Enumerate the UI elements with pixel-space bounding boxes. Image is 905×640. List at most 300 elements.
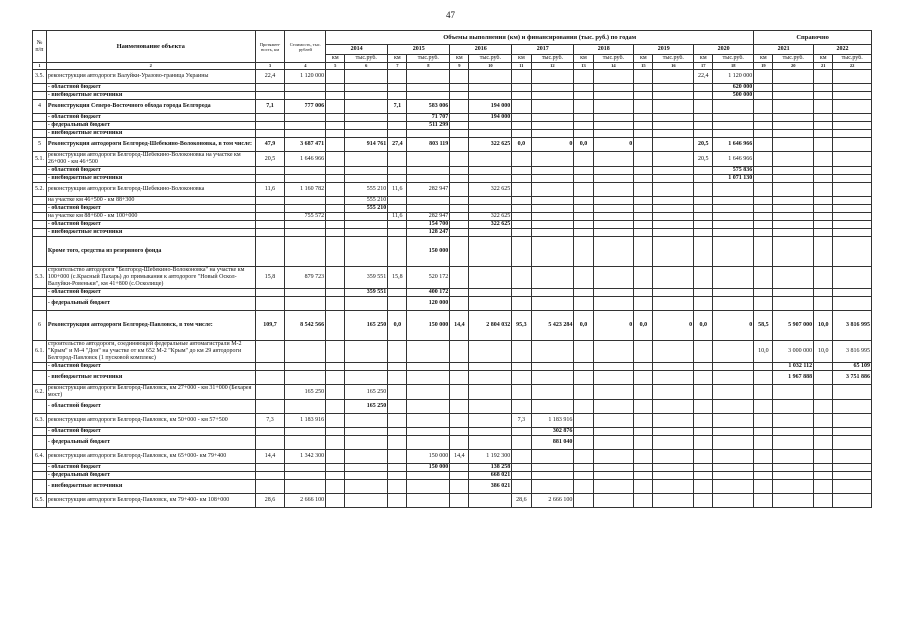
cell-value	[634, 167, 653, 175]
cell-value	[754, 100, 773, 114]
cell-value	[326, 385, 345, 400]
row-name: - областной бюджет	[46, 205, 255, 213]
cell-value	[814, 138, 833, 152]
cell-value	[326, 494, 345, 508]
cell-value: 165 250	[345, 311, 388, 341]
cell-value	[653, 472, 694, 480]
row-name: - областной бюджет	[46, 167, 255, 175]
cell-value: 0	[593, 311, 634, 341]
row-number: 5.1.	[33, 152, 47, 167]
cell-value: 47,9	[255, 138, 285, 152]
cell-value	[653, 100, 694, 114]
cell-value	[593, 385, 634, 400]
row-number	[33, 237, 47, 267]
cell-value	[653, 221, 694, 229]
cell-value	[694, 84, 713, 92]
cell-value	[512, 428, 531, 436]
row-number	[33, 130, 47, 138]
cell-value	[574, 100, 593, 114]
cell-value	[469, 494, 512, 508]
cell-value	[345, 480, 388, 494]
header-volumes: Объемы выполнения (км) и финансирования (тыс. руб.) по годам	[326, 31, 754, 45]
table-row	[33, 428, 872, 436]
row-name: реконструкция автодороги Белгород-Павловск, км 50+000 - км 57+500	[46, 414, 255, 428]
cell-value	[754, 414, 773, 428]
cell-value	[653, 385, 694, 400]
table-row	[33, 289, 872, 297]
cell-value	[450, 472, 469, 480]
cell-value	[773, 84, 814, 92]
cell-value	[773, 122, 814, 130]
cell-value	[833, 167, 872, 175]
row-number	[33, 114, 47, 122]
cell-value	[634, 237, 653, 267]
cell-value: 1 071 130	[713, 175, 754, 183]
cell-value	[512, 152, 531, 167]
cell-value	[469, 267, 512, 289]
cell-value: 1 032 112	[773, 363, 814, 371]
table-header	[33, 31, 872, 70]
cell-value	[512, 70, 531, 84]
cell-value	[814, 400, 833, 414]
year-header: 2021	[754, 45, 814, 55]
cell-value	[754, 70, 773, 84]
cell-value: 1 646 966	[285, 152, 326, 167]
cell-value	[634, 138, 653, 152]
cell-value	[255, 341, 285, 363]
cell-value	[634, 152, 653, 167]
cell-value	[634, 363, 653, 371]
cell-value	[814, 494, 833, 508]
cell-value	[531, 100, 574, 114]
cell-value	[345, 464, 388, 472]
cell-value	[285, 371, 326, 385]
row-name: строительство автодороги, соединяющей федеральные автомагистрали М-2 "Крым" и М-4 "Дон" на участке от км 652 М-2 "Крым" до км 29 автодороги Белгород-Павловск (1 пусковой комплекс)	[46, 341, 255, 363]
row-name: - областной бюджет	[46, 289, 255, 297]
cell-value	[285, 221, 326, 229]
cell-value: 2 666 100	[531, 494, 574, 508]
cell-value	[388, 114, 407, 122]
cell-value: 1 120 000	[285, 70, 326, 84]
cell-value	[814, 385, 833, 400]
cell-value	[593, 130, 634, 138]
cell-value	[388, 175, 407, 183]
cell-value: 20,5	[694, 152, 713, 167]
cell-value	[833, 400, 872, 414]
cell-value	[512, 267, 531, 289]
cell-value	[512, 84, 531, 92]
cell-value	[653, 70, 694, 84]
cell-value	[450, 480, 469, 494]
cell-value	[469, 84, 512, 92]
cell-value	[531, 130, 574, 138]
cell-value	[388, 92, 407, 100]
cell-value	[833, 84, 872, 92]
cell-value: 22,4	[255, 70, 285, 84]
cell-value: 359 551	[345, 267, 388, 289]
cell-value	[754, 205, 773, 213]
cell-value: 58,5	[754, 311, 773, 341]
cell-value	[713, 237, 754, 267]
cell-value: 154 700	[407, 221, 450, 229]
cell-value	[773, 428, 814, 436]
cell-value	[694, 130, 713, 138]
cell-value	[255, 385, 285, 400]
unit-rub: тыс.руб.	[713, 55, 754, 63]
cell-value	[574, 371, 593, 385]
row-number: 5	[33, 138, 47, 152]
row-name: Реконструкция автодороги Белгород-Павловск, в том числе:	[46, 311, 255, 341]
cell-value	[285, 229, 326, 237]
cell-value	[653, 414, 694, 428]
table-row	[33, 138, 872, 152]
cell-value	[512, 464, 531, 472]
table-row	[33, 84, 872, 92]
column-number: 7	[388, 63, 407, 70]
unit-km: км	[814, 55, 833, 63]
cell-value	[634, 341, 653, 363]
column-number: 11	[512, 63, 531, 70]
cell-value	[255, 464, 285, 472]
cell-value	[694, 197, 713, 205]
cell-value	[653, 297, 694, 311]
cell-value	[407, 436, 450, 450]
cell-value	[326, 428, 345, 436]
cell-value	[833, 436, 872, 450]
table-row	[33, 464, 872, 472]
cell-value	[574, 472, 593, 480]
table-row	[33, 205, 872, 213]
cell-value	[634, 400, 653, 414]
cell-value	[531, 297, 574, 311]
cell-value	[345, 152, 388, 167]
cell-value	[814, 167, 833, 175]
cell-value	[255, 428, 285, 436]
cell-value	[574, 70, 593, 84]
row-number: 3.5.	[33, 70, 47, 84]
cell-value	[450, 138, 469, 152]
table-row	[33, 472, 872, 480]
cell-value: 1 967 888	[773, 371, 814, 385]
cell-value	[814, 205, 833, 213]
row-number	[33, 428, 47, 436]
cell-value	[469, 175, 512, 183]
cell-value	[450, 84, 469, 92]
table-row	[33, 130, 872, 138]
cell-value	[574, 267, 593, 289]
cell-value	[574, 205, 593, 213]
cell-value	[450, 385, 469, 400]
cell-value	[407, 92, 450, 100]
cell-value	[593, 436, 634, 450]
row-name: - федеральный бюджет	[46, 122, 255, 130]
cell-value	[326, 400, 345, 414]
cell-value	[345, 100, 388, 114]
row-name: - областной бюджет	[46, 84, 255, 92]
cell-value	[388, 363, 407, 371]
cell-value	[450, 267, 469, 289]
cell-value	[593, 114, 634, 122]
cell-value: 22,4	[694, 70, 713, 84]
cell-value	[512, 341, 531, 363]
cell-value	[634, 371, 653, 385]
year-header: 2019	[634, 45, 694, 55]
cell-value	[833, 494, 872, 508]
cell-value	[326, 472, 345, 480]
table-row	[33, 122, 872, 130]
cell-value	[388, 371, 407, 385]
cell-value	[814, 152, 833, 167]
cell-value	[407, 167, 450, 175]
cell-value	[653, 436, 694, 450]
cell-value: 165 250	[285, 385, 326, 400]
unit-km: км	[754, 55, 773, 63]
cell-value	[512, 183, 531, 197]
table-row	[33, 183, 872, 197]
cell-value	[345, 297, 388, 311]
year-header: 2020	[694, 45, 754, 55]
cell-value	[407, 371, 450, 385]
cell-value: 27,4	[388, 138, 407, 152]
cell-value	[814, 213, 833, 221]
cell-value	[326, 205, 345, 213]
cell-value	[388, 428, 407, 436]
cell-value: 1 160 782	[285, 183, 326, 197]
cell-value	[754, 494, 773, 508]
cell-value	[407, 205, 450, 213]
cell-value	[531, 221, 574, 229]
cell-value	[388, 450, 407, 464]
row-number: 6.3.	[33, 414, 47, 428]
cell-value	[653, 138, 694, 152]
cell-value	[833, 122, 872, 130]
cell-value	[833, 205, 872, 213]
cell-value	[694, 237, 713, 267]
unit-rub: тыс.руб.	[531, 55, 574, 63]
cell-value	[713, 428, 754, 436]
cell-value	[593, 494, 634, 508]
table-row	[33, 480, 872, 494]
cell-value: 194 000	[469, 114, 512, 122]
row-name: - областной бюджет	[46, 114, 255, 122]
cell-value: 3 751 886	[833, 371, 872, 385]
cell-value	[634, 229, 653, 237]
cell-value	[833, 472, 872, 480]
cell-value	[713, 221, 754, 229]
cell-value	[450, 183, 469, 197]
cell-value	[833, 221, 872, 229]
table-row	[33, 450, 872, 464]
cell-value	[653, 167, 694, 175]
cell-value	[512, 400, 531, 414]
row-name: Кроме того, средства из резервного фонда	[46, 237, 255, 267]
cell-value	[512, 122, 531, 130]
cell-value	[450, 229, 469, 237]
cell-value	[653, 371, 694, 385]
cell-value	[388, 167, 407, 175]
cell-value	[653, 152, 694, 167]
cell-value	[450, 414, 469, 428]
table-row	[33, 494, 872, 508]
cell-value	[593, 175, 634, 183]
cell-value	[713, 213, 754, 221]
cell-value	[814, 197, 833, 205]
cell-value	[574, 385, 593, 400]
cell-value: 15,8	[388, 267, 407, 289]
cell-value	[574, 450, 593, 464]
cell-value	[653, 229, 694, 237]
cell-value	[634, 289, 653, 297]
cell-value	[450, 237, 469, 267]
cell-value	[285, 130, 326, 138]
cell-value	[450, 371, 469, 385]
column-number: 16	[653, 63, 694, 70]
cell-value	[833, 464, 872, 472]
cell-value	[574, 114, 593, 122]
year-header: 2018	[574, 45, 634, 55]
cell-value	[574, 289, 593, 297]
cell-value	[326, 363, 345, 371]
column-numbers-row	[33, 63, 872, 70]
cell-value: 109,7	[255, 311, 285, 341]
cell-value	[814, 289, 833, 297]
cell-value	[531, 122, 574, 130]
row-name: - внебюджетные источники	[46, 371, 255, 385]
cell-value	[285, 480, 326, 494]
cell-value	[450, 130, 469, 138]
cell-value	[833, 289, 872, 297]
cell-value	[814, 297, 833, 311]
cell-value	[694, 480, 713, 494]
cell-value	[754, 385, 773, 400]
cell-value	[574, 363, 593, 371]
cell-value	[833, 152, 872, 167]
cell-value	[407, 400, 450, 414]
cell-value	[255, 167, 285, 175]
cell-value	[634, 197, 653, 205]
row-number: 6.2.	[33, 385, 47, 400]
cell-value	[833, 237, 872, 267]
row-number: 5.3.	[33, 267, 47, 289]
row-number: 6.5.	[33, 494, 47, 508]
cell-value	[694, 114, 713, 122]
cell-value	[694, 428, 713, 436]
column-number: 17	[694, 63, 713, 70]
cell-value	[388, 297, 407, 311]
cell-value	[388, 229, 407, 237]
cell-value	[407, 480, 450, 494]
cell-value	[469, 428, 512, 436]
cell-value	[713, 341, 754, 363]
cell-value	[469, 341, 512, 363]
cell-value: 11,6	[255, 183, 285, 197]
unit-km: км	[326, 55, 345, 63]
table-row	[33, 92, 872, 100]
cell-value	[450, 221, 469, 229]
cell-value: 1 646 966	[713, 152, 754, 167]
table-row	[33, 213, 872, 221]
cell-value	[634, 213, 653, 221]
cell-value	[574, 167, 593, 175]
cell-value	[345, 428, 388, 436]
cell-value	[285, 175, 326, 183]
cell-value	[388, 237, 407, 267]
cell-value	[653, 289, 694, 297]
cell-value	[634, 122, 653, 130]
cell-value	[814, 84, 833, 92]
cell-value	[694, 267, 713, 289]
cell-value	[326, 414, 345, 428]
cell-value	[450, 70, 469, 84]
cell-value	[694, 183, 713, 197]
cell-value	[285, 472, 326, 480]
cell-value	[833, 175, 872, 183]
year-header: 2017	[512, 45, 574, 55]
cell-value	[531, 237, 574, 267]
cell-value	[469, 92, 512, 100]
table-row	[33, 70, 872, 84]
cell-value	[512, 371, 531, 385]
cell-value	[773, 70, 814, 84]
row-number	[33, 472, 47, 480]
cell-value: 3 816 995	[833, 341, 872, 363]
cell-value	[694, 229, 713, 237]
cell-value: 1 192 300	[469, 450, 512, 464]
year-header: 2022	[814, 45, 872, 55]
cell-value	[574, 464, 593, 472]
cell-value: 0,0	[694, 311, 713, 341]
cell-value	[255, 237, 285, 267]
year-header: 2015	[388, 45, 450, 55]
cell-value	[593, 472, 634, 480]
cell-value	[255, 363, 285, 371]
cell-value	[345, 221, 388, 229]
cell-value	[255, 213, 285, 221]
cell-value	[450, 122, 469, 130]
cell-value: 10,0	[754, 341, 773, 363]
cell-value	[713, 183, 754, 197]
cell-value	[754, 138, 773, 152]
row-number	[33, 221, 47, 229]
cell-value	[773, 464, 814, 472]
cell-value	[814, 267, 833, 289]
cell-value	[326, 371, 345, 385]
cell-value: 120 000	[407, 297, 450, 311]
cell-value	[285, 436, 326, 450]
cell-value	[833, 100, 872, 114]
column-number: 1	[33, 63, 47, 70]
cell-value	[574, 183, 593, 197]
cell-value	[326, 229, 345, 237]
table-row	[33, 341, 872, 363]
cell-value	[388, 221, 407, 229]
cell-value	[531, 84, 574, 92]
cell-value	[754, 371, 773, 385]
row-number	[33, 371, 47, 385]
cell-value: 8 542 566	[285, 311, 326, 341]
cell-value	[531, 472, 574, 480]
cell-value	[285, 400, 326, 414]
cell-value: 0,0	[574, 138, 593, 152]
cell-value	[814, 175, 833, 183]
cell-value	[593, 464, 634, 472]
row-name: - внебюджетные источники	[46, 92, 255, 100]
cell-value	[574, 84, 593, 92]
cell-value	[754, 183, 773, 197]
cell-value	[713, 494, 754, 508]
cell-value	[388, 130, 407, 138]
cell-value	[469, 197, 512, 205]
